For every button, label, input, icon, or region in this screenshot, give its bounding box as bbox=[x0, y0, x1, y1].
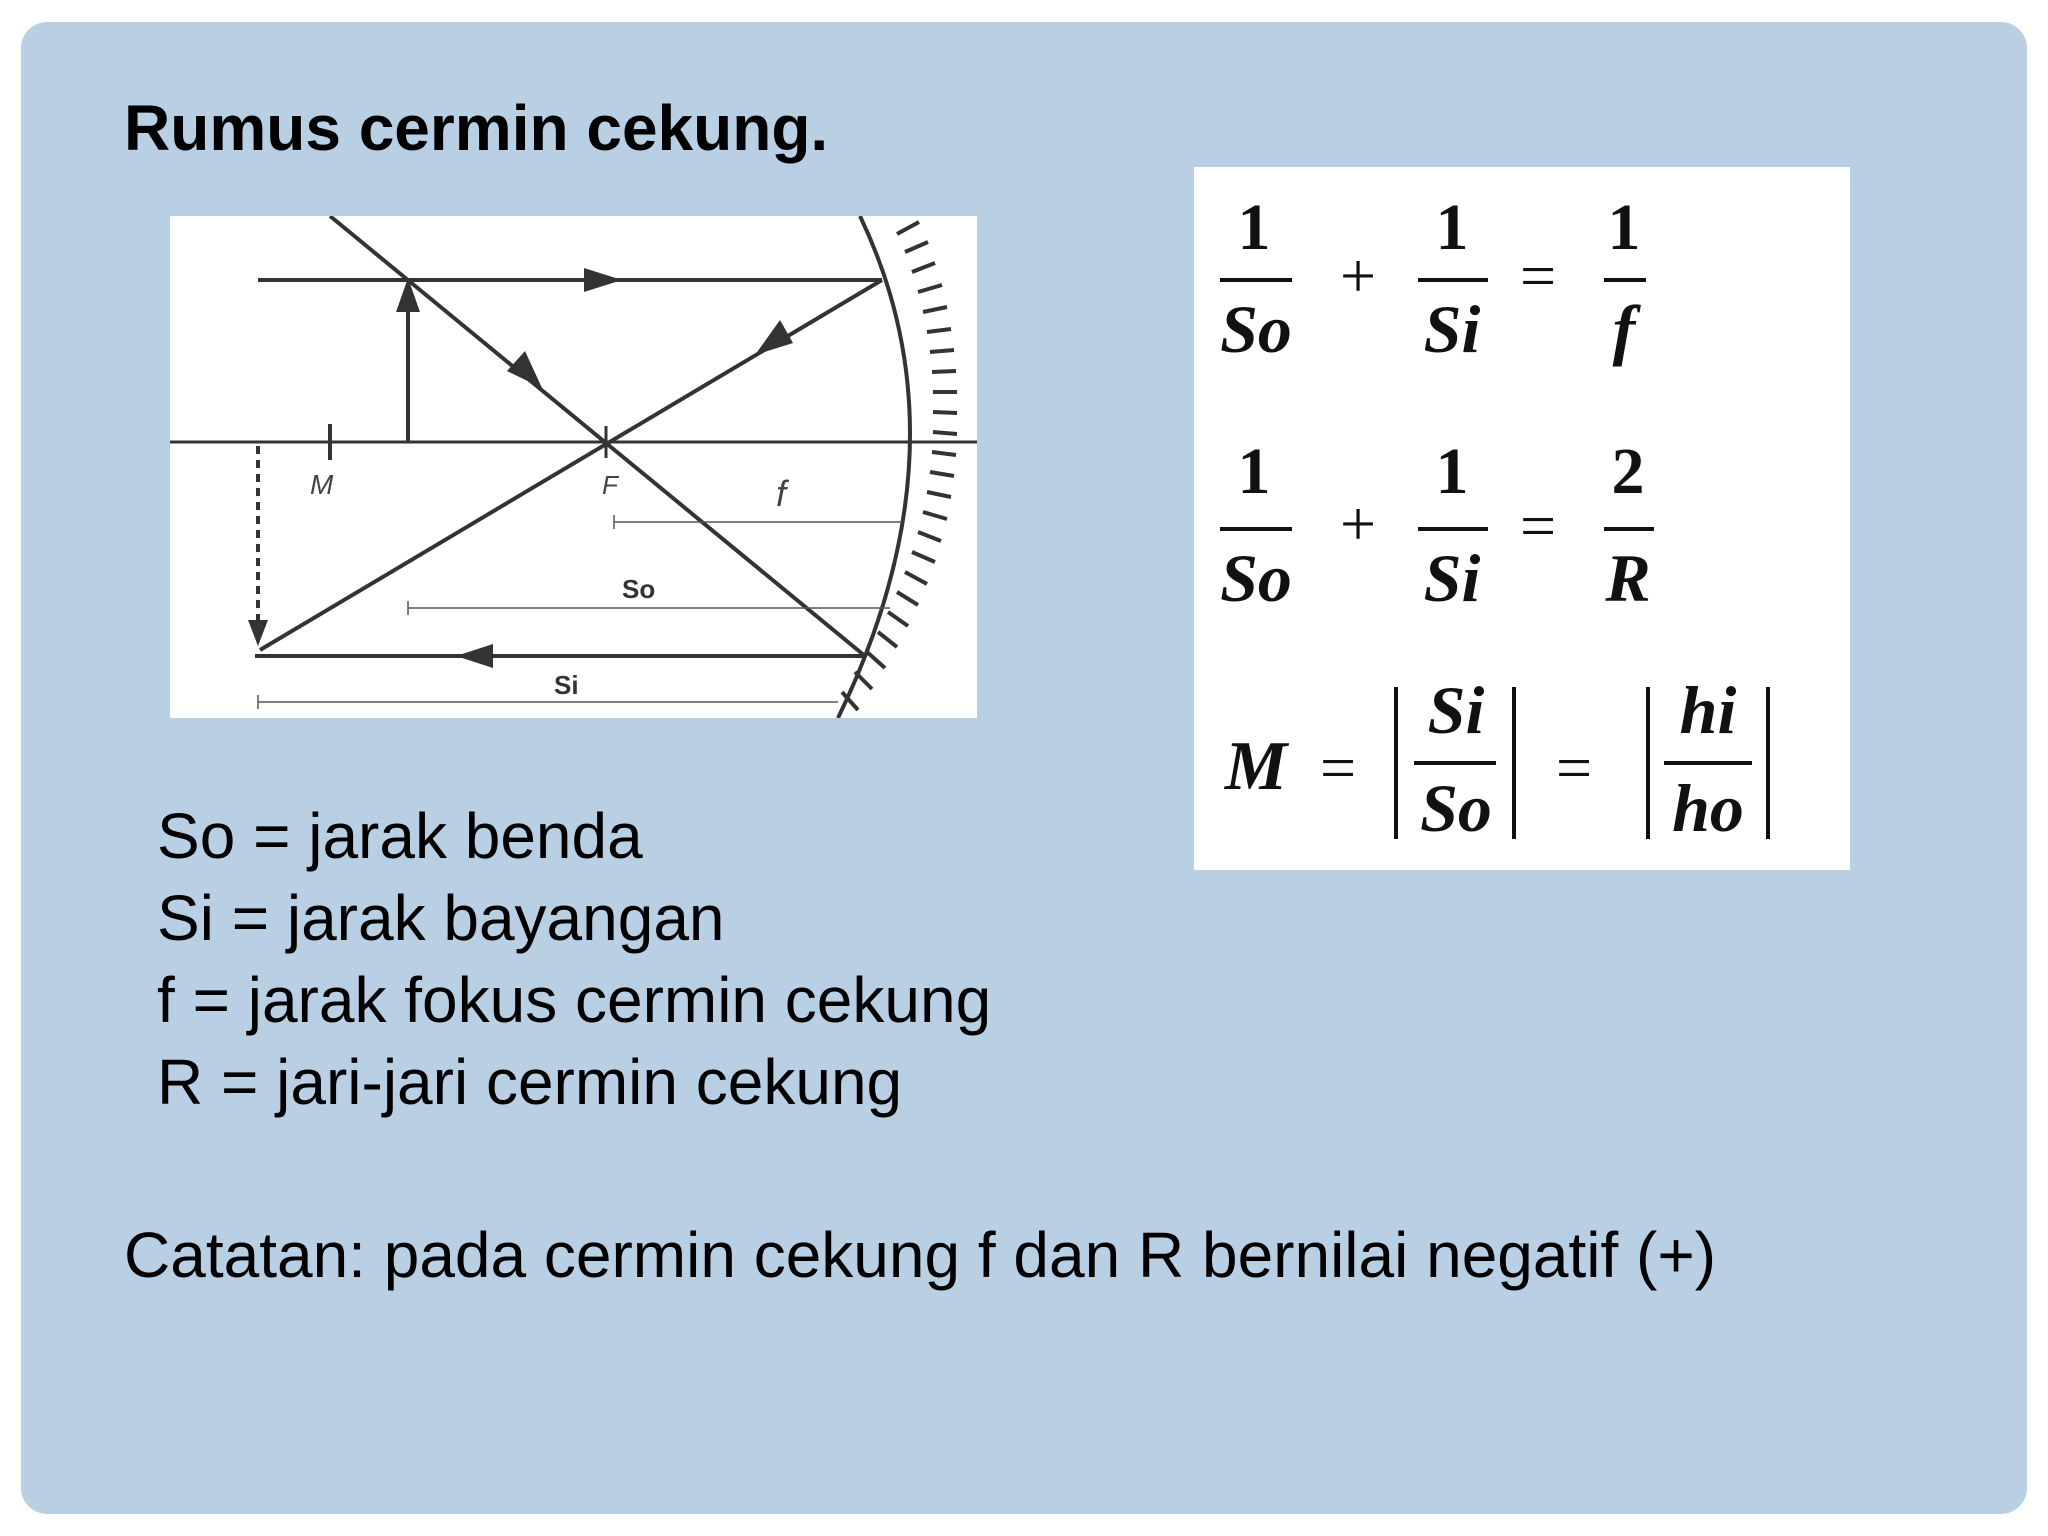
magnification-equation bbox=[1224, 672, 1768, 846]
ray-diagram bbox=[170, 216, 977, 718]
label-si: Si bbox=[554, 670, 579, 700]
definitions-list bbox=[157, 795, 991, 1123]
slide-title: Rumus cermin cekung. bbox=[124, 92, 829, 164]
eq1-equals: = bbox=[1519, 240, 1557, 311]
eq2-plus: + bbox=[1339, 488, 1377, 559]
note-text: Catatan: pada cermin cekung f dan R bernilai negatif (+) bbox=[124, 1219, 1717, 1291]
eq1-numerator-2: 1 bbox=[1435, 191, 1469, 264]
eq1-numerator-1: 1 bbox=[1237, 191, 1271, 264]
eq2-denominator-2: Si bbox=[1423, 540, 1481, 616]
eq3-lhs: M bbox=[1224, 728, 1288, 805]
eq3-equals-1: = bbox=[1319, 732, 1357, 803]
eq3-denominator-1: So bbox=[1420, 770, 1492, 846]
eq1-denominator-1: So bbox=[1220, 291, 1292, 367]
ray-arrowhead bbox=[584, 268, 622, 292]
eq3-denominator-2: ho bbox=[1672, 770, 1744, 846]
eq2-numerator-1: 1 bbox=[1237, 435, 1271, 508]
ray-arrowhead bbox=[755, 320, 793, 355]
object-arrowhead bbox=[396, 278, 420, 312]
ray-arrowhead bbox=[456, 644, 493, 668]
eq2-denominator-3: R bbox=[1605, 540, 1651, 616]
eq3-numerator-1: Si bbox=[1427, 672, 1485, 748]
label-f-distance: f bbox=[776, 473, 787, 514]
eq1-denominator-3: f bbox=[1612, 291, 1636, 367]
eq2-numerator-3: 2 bbox=[1611, 435, 1645, 508]
definition-r: R = jari-jari cermin cekung bbox=[157, 1046, 903, 1118]
image-arrowhead bbox=[248, 620, 268, 646]
definition-f: f = jarak fokus cermin cekung bbox=[157, 964, 992, 1036]
ray-arrowhead bbox=[507, 351, 542, 388]
eq1-numerator-3: 1 bbox=[1607, 191, 1641, 264]
definition-so: So = jarak benda bbox=[157, 800, 643, 872]
mirror-equation-radius bbox=[1220, 435, 1654, 616]
eq2-numerator-2: 1 bbox=[1435, 435, 1469, 508]
eq1-plus: + bbox=[1339, 240, 1377, 311]
label-so: So bbox=[622, 574, 656, 604]
eq1-denominator-2: Si bbox=[1423, 291, 1481, 367]
definition-si: Si = jarak bayangan bbox=[157, 882, 725, 954]
label-f-point: F bbox=[602, 470, 618, 500]
eq3-numerator-2: hi bbox=[1679, 672, 1737, 748]
eq2-denominator-1: So bbox=[1220, 540, 1292, 616]
eq3-equals-2: = bbox=[1555, 732, 1593, 803]
mirror-equation-focal bbox=[1220, 191, 1646, 367]
formula-panel bbox=[1194, 167, 1850, 870]
label-m: M bbox=[310, 469, 334, 500]
eq2-equals: = bbox=[1519, 490, 1557, 561]
